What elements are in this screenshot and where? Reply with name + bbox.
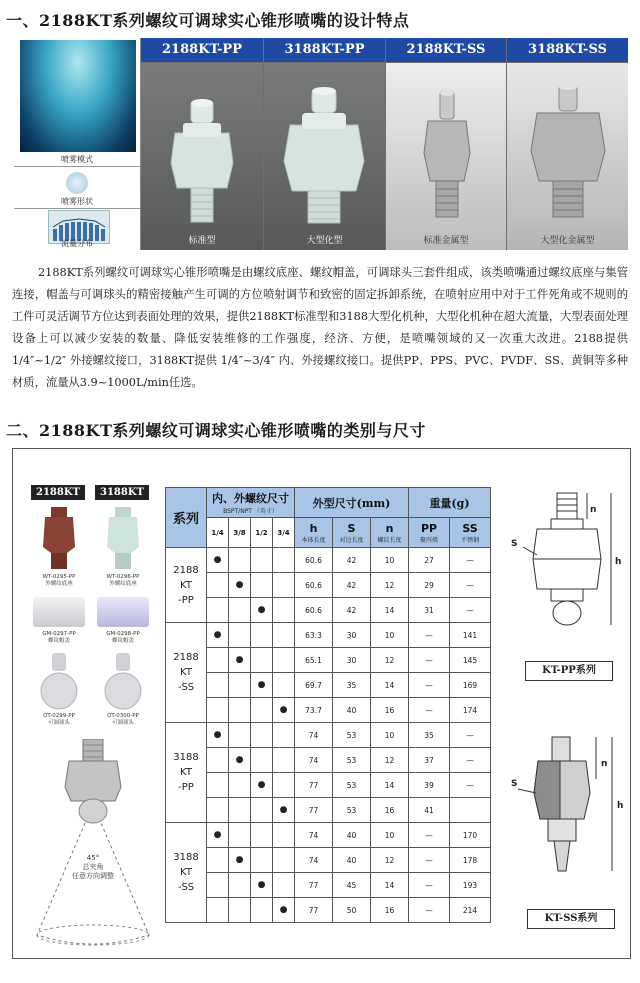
- value-n: 10: [371, 623, 409, 648]
- product-label: 大型化金属型: [540, 236, 595, 246]
- product-label: 标准型: [188, 236, 216, 246]
- cap-2188-icon: [33, 597, 85, 627]
- value-pp: 41: [409, 798, 450, 823]
- value-pp: —: [409, 623, 450, 648]
- design-features-figure: [14, 38, 628, 250]
- value-s: 53: [333, 773, 371, 798]
- value-pp: —: [409, 848, 450, 873]
- col-header-3188kt-ss: 3188KT-SS: [507, 38, 628, 62]
- thread-dot: ●: [273, 798, 295, 823]
- thread-dot: ●: [229, 573, 251, 598]
- value-s: 53: [333, 798, 371, 823]
- table-row: [166, 823, 491, 848]
- value-n: 12: [371, 848, 409, 873]
- kt-ss-dimension-drawing: [508, 733, 626, 893]
- value-s: 42: [333, 573, 371, 598]
- header-series: 系列: [166, 488, 207, 548]
- table-row: [166, 623, 491, 648]
- series-cell: 3188 KT -SS: [166, 823, 207, 923]
- table-row: [166, 873, 491, 898]
- value-pp: 29: [409, 573, 450, 598]
- value-s: 35: [333, 673, 371, 698]
- part-code: GM-0298-PP 螺纹帽盖: [106, 631, 140, 644]
- value-n: 14: [371, 598, 409, 623]
- value-ss: 193: [450, 873, 491, 898]
- nozzle-pp-large-icon: [264, 63, 385, 233]
- value-n: 12: [371, 573, 409, 598]
- value-pp: —: [409, 873, 450, 898]
- value-s: 42: [333, 548, 371, 573]
- thread-dot: ●: [229, 748, 251, 773]
- nozzle-ss-large-icon: [507, 63, 628, 233]
- table-row: [166, 798, 491, 823]
- flow-distribution-label: 流量分布: [61, 239, 93, 248]
- value-n: 10: [371, 823, 409, 848]
- table-row: [166, 598, 491, 623]
- pp-label-n: n: [590, 505, 597, 515]
- value-h: 74: [295, 748, 333, 773]
- value-h: 74: [295, 823, 333, 848]
- value-ss: 174: [450, 698, 491, 723]
- value-s: 40: [333, 823, 371, 848]
- weight-col-header: PP 聚丙烯: [409, 518, 450, 548]
- value-h: 77: [295, 773, 333, 798]
- value-s: 53: [333, 723, 371, 748]
- header-dimensions: 外型尺寸(mm): [295, 488, 409, 518]
- table-row: [166, 723, 491, 748]
- value-s: 53: [333, 748, 371, 773]
- value-n: 14: [371, 873, 409, 898]
- table-row: [166, 898, 491, 923]
- part-code: QT-0299-PP 可调球头: [43, 713, 75, 726]
- value-s: 40: [333, 698, 371, 723]
- description-paragraph: 2188KT系列螺纹可调球实心锥形喷嘴是由螺纹底座、螺纹帽盖，可调球头三套件组成，该类喷嘴通过螺纹底座与集管连接，帽盖与可调球头的精密接触产生可调的方位喷射调节和致密的固定拆卸系统，在喷射应用中对于工件死角或不规则的工件可灵活调节方位达到表面处理的效果，提供2188KT标准型和3188大型化机种，大型化机种在超大流量，大型表面处理设备上可以减少安装的数量、降低安装维修的工作强度，经济、方便，是喷嘴领域的又一次重大改进。2188提供 1/4″~1/2″ 外接螺纹接口，3188KT提供 1/4″~3/4″ 内、外接螺纹接口。提供PP、PPS、PVC、PVDF、SS、黄铜等多种材质，流量从3.9~1000L/min任选。: [12, 266, 628, 389]
- value-h: 60.6: [295, 548, 333, 573]
- value-pp: —: [409, 673, 450, 698]
- value-s: 45: [333, 873, 371, 898]
- value-ss: 169: [450, 673, 491, 698]
- series-cell: 3188 KT -PP: [166, 723, 207, 823]
- specification-panel: [12, 448, 631, 959]
- col-header-2188kt-ss: 2188KT-SS: [386, 38, 506, 62]
- col-header-2188kt-pp: 2188KT-PP: [141, 38, 263, 62]
- table-row: [166, 773, 491, 798]
- value-h: 60.6: [295, 573, 333, 598]
- thread-dot: ●: [251, 673, 273, 698]
- table-row: [166, 673, 491, 698]
- value-pp: —: [409, 648, 450, 673]
- value-n: 10: [371, 548, 409, 573]
- value-n: 12: [371, 648, 409, 673]
- product-3188kt-pp: [264, 63, 385, 250]
- thread-dot: ●: [273, 898, 295, 923]
- value-ss: 145: [450, 648, 491, 673]
- ball-2188-icon: [37, 653, 81, 711]
- thread-size-header: 3/4: [273, 518, 295, 548]
- value-h: 77: [295, 798, 333, 823]
- spray-pattern-image: [20, 40, 136, 152]
- value-ss: —: [450, 723, 491, 748]
- product-2188kt-pp: [141, 63, 263, 250]
- cap-3188-icon: [97, 597, 149, 627]
- ss-label-h: h: [617, 801, 624, 811]
- table-row: [166, 748, 491, 773]
- section1-title: 一、2188KT系列螺纹可调球实心锥形喷嘴的设计特点: [6, 11, 410, 30]
- series-cell: 2188 KT -SS: [166, 623, 207, 723]
- nozzle-pp-small-icon: [141, 63, 263, 233]
- thread-dot: ●: [207, 623, 229, 648]
- value-h: 74: [295, 723, 333, 748]
- spray-shape-image: [66, 172, 88, 194]
- base-3188-icon: [101, 507, 145, 571]
- part-code: QT-0300-PP 可调球头: [107, 713, 139, 726]
- value-n: 14: [371, 773, 409, 798]
- kt-ss-caption: KT-SS系列: [527, 909, 615, 929]
- value-pp: 39: [409, 773, 450, 798]
- product-2188kt-ss: [386, 63, 506, 250]
- value-n: 14: [371, 673, 409, 698]
- value-s: 30: [333, 648, 371, 673]
- ss-label-n: n: [601, 759, 608, 769]
- value-ss: 214: [450, 898, 491, 923]
- dim-col-header: n 螺纹长度: [371, 518, 409, 548]
- table-row: [166, 548, 491, 573]
- kt-pp-dimension-drawing: [513, 489, 623, 649]
- section2-title: 二、2188KT系列螺纹可调球实心锥形喷嘴的类别与尺寸: [6, 421, 426, 440]
- product-3188kt-ss: [507, 63, 628, 250]
- value-ss: 178: [450, 848, 491, 873]
- value-ss: —: [450, 748, 491, 773]
- product-label: 大型化型: [306, 236, 343, 246]
- thread-size-header: 1/4: [207, 518, 229, 548]
- value-h: 74: [295, 848, 333, 873]
- product-label: 标准金属型: [423, 236, 469, 246]
- angle-note: 45° 总夹角 任意方向调整: [72, 854, 114, 880]
- value-h: 73.7: [295, 698, 333, 723]
- thread-size-header: 3/8: [229, 518, 251, 548]
- value-pp: —: [409, 698, 450, 723]
- value-pp: 27: [409, 548, 450, 573]
- header-thread: 内、外螺纹尺寸 BSPT/NPT （英寸）: [207, 488, 295, 518]
- part-code: GM-0297-PP 螺纹帽盖: [42, 631, 76, 644]
- base-2188-icon: [37, 507, 81, 571]
- thread-dot: ●: [251, 873, 273, 898]
- table-row: [166, 648, 491, 673]
- value-h: 60.6: [295, 598, 333, 623]
- kt-pp-caption: KT-PP系列: [525, 661, 613, 681]
- col-header-3188kt-pp: 3188KT-PP: [264, 38, 385, 62]
- part-code: WT-0295-PP 外螺纹底座: [42, 574, 76, 587]
- value-s: 30: [333, 623, 371, 648]
- table-row: [166, 573, 491, 598]
- spray-mode-label: 喷雾模式: [61, 155, 93, 164]
- value-ss: —: [450, 773, 491, 798]
- value-h: 63.3: [295, 623, 333, 648]
- nozzle-ss-small-icon: [386, 63, 506, 233]
- value-s: 40: [333, 848, 371, 873]
- value-h: 65.1: [295, 648, 333, 673]
- dim-col-header: S 对边长度: [333, 518, 371, 548]
- pp-label-h: h: [615, 557, 622, 567]
- weight-col-header: SS 不锈钢: [450, 518, 491, 548]
- thread-dot: ●: [207, 548, 229, 573]
- badge-2188kt: 2188KT: [31, 485, 85, 500]
- pp-label-s: S: [511, 539, 518, 549]
- spray-legend-column: [14, 38, 141, 250]
- thread-dot: ●: [251, 598, 273, 623]
- value-pp: 37: [409, 748, 450, 773]
- value-h: 69.7: [295, 673, 333, 698]
- dim-col-header: h 本体长度: [295, 518, 333, 548]
- value-pp: —: [409, 823, 450, 848]
- value-n: 16: [371, 798, 409, 823]
- table-row: [166, 848, 491, 873]
- thread-dot: ●: [251, 773, 273, 798]
- series-cell: 2188 KT -PP: [166, 548, 207, 623]
- badge-3188kt: 3188KT: [95, 485, 149, 500]
- ball-3188-icon: [101, 653, 145, 711]
- value-pp: —: [409, 898, 450, 923]
- thread-dot: ●: [207, 823, 229, 848]
- value-n: 16: [371, 698, 409, 723]
- value-pp: 31: [409, 598, 450, 623]
- ss-label-s: S: [511, 779, 518, 789]
- thread-size-header: 1/2: [251, 518, 273, 548]
- thread-dot: ●: [229, 848, 251, 873]
- value-ss: 170: [450, 823, 491, 848]
- assembled-nozzle-icon: [33, 739, 153, 949]
- spray-shape-label: 喷雾形状: [61, 197, 93, 206]
- value-ss: 141: [450, 623, 491, 648]
- value-n: 12: [371, 748, 409, 773]
- specification-table: [165, 487, 491, 923]
- value-ss: [450, 798, 491, 823]
- part-code: WT-0296-PP 外螺纹底座: [106, 574, 140, 587]
- value-pp: 35: [409, 723, 450, 748]
- value-h: 77: [295, 873, 333, 898]
- value-s: 50: [333, 898, 371, 923]
- value-ss: —: [450, 598, 491, 623]
- thread-dot: ●: [229, 648, 251, 673]
- value-s: 42: [333, 598, 371, 623]
- thread-dot: ●: [273, 698, 295, 723]
- value-n: 16: [371, 898, 409, 923]
- value-h: 77: [295, 898, 333, 923]
- table-row: [166, 698, 491, 723]
- value-ss: —: [450, 573, 491, 598]
- thread-dot: ●: [207, 723, 229, 748]
- value-n: 10: [371, 723, 409, 748]
- header-weight: 重量(g): [409, 488, 491, 518]
- value-ss: —: [450, 548, 491, 573]
